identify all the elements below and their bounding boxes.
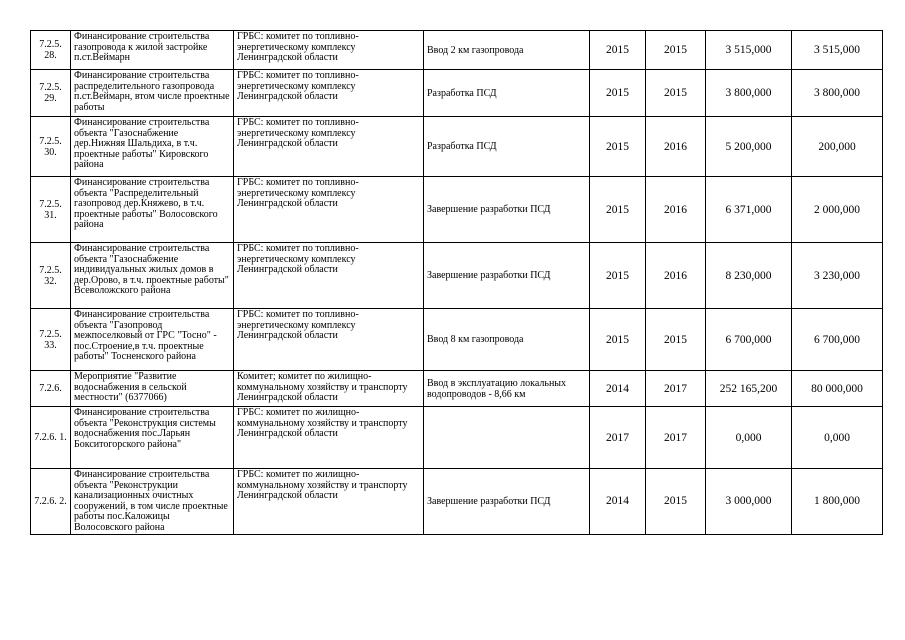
table-row (31, 177, 883, 243)
responsible-executor: ГРБС: комитет по топливно-энергетическому комплексу Ленинградской области (234, 31, 424, 70)
end-year: 2015 (646, 70, 706, 117)
total-financing: 8 230,000 (706, 243, 792, 309)
activity-name: Финансирование строительства объекта "Газоснабжение индивидуальных жилых домов в дер.Орово, в т.ч. проектные работы" Всеволожского района (71, 243, 234, 309)
expected-result (424, 407, 590, 469)
activity-name: Финансирование строительства объекта "Реконструкция системы водоснабжения пос.Ларьян Бокситогорского района" (71, 407, 234, 469)
activity-name: Финансирование строительства объекта "Реконструкции канализационных очистных сооружений, в том числе проектные работы пос.Каложицы Волосовского района (71, 469, 234, 535)
expected-result: Ввод 8 км газопровода (424, 309, 590, 371)
start-year: 2015 (590, 70, 646, 117)
activity-name: Финансирование строительства объекта "Газопровод межпоселковый от ГРС "Тосно" - пос.Строение,в т.ч. проектные работы" Тосненского района (71, 309, 234, 371)
end-year: 2016 (646, 177, 706, 243)
year-financing: 3 515,000 (792, 31, 883, 70)
total-financing: 3 515,000 (706, 31, 792, 70)
table-row (31, 31, 883, 70)
responsible-executor: ГРБС: комитет по топливно-энергетическому комплексу Ленинградской области (234, 243, 424, 309)
year-financing: 3 230,000 (792, 243, 883, 309)
expected-result: Завершение разработки ПСД (424, 469, 590, 535)
start-year: 2014 (590, 469, 646, 535)
year-financing: 1 800,000 (792, 469, 883, 535)
end-year: 2017 (646, 371, 706, 407)
expected-result: Ввод 2 км газопровода (424, 31, 590, 70)
start-year: 2015 (590, 309, 646, 371)
table-row (31, 469, 883, 535)
start-year: 2015 (590, 31, 646, 70)
activity-name: Финансирование строительства газопровода к жилой застройке п.ст.Веймарн (71, 31, 234, 70)
year-financing: 80 000,000 (792, 371, 883, 407)
expected-result: Завершение разработки ПСД (424, 177, 590, 243)
table-row (31, 309, 883, 371)
total-financing: 5 200,000 (706, 117, 792, 177)
responsible-executor: ГРБС: комитет по жилищно-коммунальному хозяйству и транспорту Ленинградской области (234, 469, 424, 535)
total-financing: 3 800,000 (706, 70, 792, 117)
responsible-executor: Комитет; комитет по жилищно-коммунальному хозяйству и транспорту Ленинградской области (234, 371, 424, 407)
table-body (31, 31, 883, 535)
table-row (31, 70, 883, 117)
responsible-executor: ГРБС: комитет по топливно-энергетическому комплексу Ленинградской области (234, 117, 424, 177)
expected-result: Разработка ПСД (424, 117, 590, 177)
row-number: 7.2.5. 29. (31, 70, 71, 117)
activity-name: Финансирование строительства объекта "Распределительный газопровод дер.Княжево, в т.ч. проектные работы" Волосовского района (71, 177, 234, 243)
expected-result: Разработка ПСД (424, 70, 590, 117)
start-year: 2015 (590, 117, 646, 177)
end-year: 2015 (646, 469, 706, 535)
total-financing: 6 700,000 (706, 309, 792, 371)
program-table-page (30, 30, 883, 535)
year-financing: 0,000 (792, 407, 883, 469)
row-number: 7.2.6. 2. (31, 469, 71, 535)
year-financing: 3 800,000 (792, 70, 883, 117)
table-row (31, 243, 883, 309)
end-year: 2016 (646, 117, 706, 177)
row-number: 7.2.5. 30. (31, 117, 71, 177)
responsible-executor: ГРБС: комитет по жилищно-коммунальному хозяйству и транспорту Ленинградской области (234, 407, 424, 469)
row-number: 7.2.5. 28. (31, 31, 71, 70)
start-year: 2014 (590, 371, 646, 407)
row-number: 7.2.6. (31, 371, 71, 407)
end-year: 2015 (646, 31, 706, 70)
responsible-executor: ГРБС: комитет по топливно-энергетическому комплексу Ленинградской области (234, 70, 424, 117)
end-year: 2017 (646, 407, 706, 469)
row-number: 7.2.5. 32. (31, 243, 71, 309)
end-year: 2015 (646, 309, 706, 371)
year-financing: 6 700,000 (792, 309, 883, 371)
activity-name: Мероприятие "Развитие водоснабжения в сельской местности" (6377066) (71, 371, 234, 407)
row-number: 7.2.5. 31. (31, 177, 71, 243)
year-financing: 200,000 (792, 117, 883, 177)
total-financing: 3 000,000 (706, 469, 792, 535)
responsible-executor: ГРБС: комитет по топливно-энергетическому комплексу Ленинградской области (234, 177, 424, 243)
table-row (31, 117, 883, 177)
total-financing: 0,000 (706, 407, 792, 469)
responsible-executor: ГРБС: комитет по топливно-энергетическому комплексу Ленинградской области (234, 309, 424, 371)
activity-name: Финансирование строительства распределительного газопровода п.ст.Веймарн, втом числе проектные работы (71, 70, 234, 117)
expected-result: Завершение разработки ПСД (424, 243, 590, 309)
table-row (31, 371, 883, 407)
end-year: 2016 (646, 243, 706, 309)
start-year: 2015 (590, 177, 646, 243)
table-row (31, 407, 883, 469)
row-number: 7.2.6. 1. (31, 407, 71, 469)
total-financing: 6 371,000 (706, 177, 792, 243)
row-number: 7.2.5. 33. (31, 309, 71, 371)
activity-name: Финансирование строительства объекта "Газоснабжение дер.Нижняя Шальдиха, в т.ч. проектные работы" Кировского района (71, 117, 234, 177)
year-financing: 2 000,000 (792, 177, 883, 243)
total-financing: 252 165,200 (706, 371, 792, 407)
expected-result: Ввод в эксплуатацию локальных водопроводов - 8,66 км (424, 371, 590, 407)
start-year: 2015 (590, 243, 646, 309)
program-table (30, 30, 883, 535)
start-year: 2017 (590, 407, 646, 469)
